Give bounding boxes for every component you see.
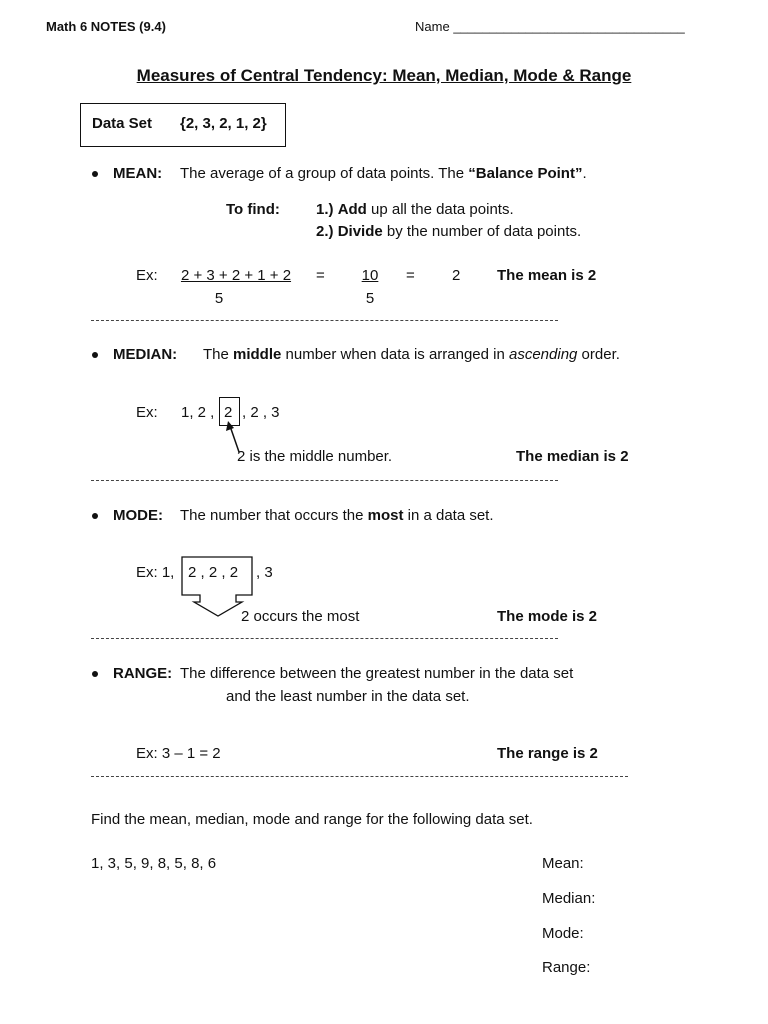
median-middle-value: 2 [224, 404, 233, 421]
divider [91, 638, 558, 639]
mean-count: 5 [365, 290, 375, 307]
name-field[interactable] [415, 19, 685, 34]
median-answer-label: Median: [542, 890, 596, 907]
mode-note: 2 occurs the most [241, 608, 360, 625]
median-seq-end: , 2 , 3 [242, 404, 280, 421]
mode-answer-label: Mode: [542, 925, 584, 942]
to-find-label: To find: [226, 201, 280, 218]
course-label: Math 6 NOTES (9.4) [46, 19, 166, 34]
practice-data-set: 1, 3, 5, 9, 8, 5, 8, 6 [91, 855, 217, 872]
page-title: Measures of Central Tendency: Mean, Median, Mode & Range [136, 66, 632, 85]
mode-answer: The mode is 2 [497, 608, 598, 625]
mean-ex-label: Ex: [136, 267, 158, 284]
median-definition: The middle number when data is arranged in ascending order. [203, 346, 620, 363]
practice-prompt: Find the mean, median, mode and range for the following data set. [91, 811, 533, 828]
mode-term: MODE: [113, 507, 163, 524]
divider [91, 320, 558, 321]
median-seq-start: 1, 2 , [181, 404, 215, 421]
mean-definition: The average of a group of data points. The “Balance Point”. [180, 165, 587, 182]
data-set-label: Data Set [92, 115, 153, 132]
mean-equals-1: = [316, 267, 325, 284]
median-answer: The median is 2 [516, 448, 629, 465]
mode-seq-end: , 3 [256, 564, 273, 581]
bullet-icon [92, 171, 98, 177]
name-label: Name [415, 19, 450, 34]
bullet-icon [92, 513, 98, 519]
mode-seq-boxed: 2 , 2 , 2 [188, 564, 239, 581]
bullet-icon [92, 352, 98, 358]
mean-denominator: 5 [214, 290, 224, 307]
mean-term: MEAN: [113, 165, 163, 182]
mean-sum: 10 [361, 267, 379, 284]
mode-ex-label: Ex: 1, [136, 564, 175, 581]
mode-definition: The number that occurs the most in a data set. [180, 507, 494, 524]
name-blank: ________________________________ [453, 19, 685, 34]
mean-step-1: 1.) Add up all the data points. [316, 201, 514, 218]
range-answer: The range is 2 [497, 745, 598, 762]
divider [91, 776, 628, 777]
range-term: RANGE: [113, 665, 173, 682]
mean-step-2: 2.) Divide by the number of data points. [316, 223, 582, 240]
data-set-values: {2, 3, 2, 1, 2} [180, 115, 267, 132]
range-definition-line-1: The difference between the greatest number in the data set [180, 665, 574, 682]
median-ex-label: Ex: [136, 404, 158, 421]
bullet-icon [92, 671, 98, 677]
mean-answer-label: Mean: [542, 855, 584, 872]
median-note: 2 is the middle number. [237, 448, 393, 465]
range-answer-label: Range: [542, 959, 591, 976]
mean-answer: The mean is 2 [497, 267, 597, 284]
mean-numerator: 2 + 3 + 2 + 1 + 2 [180, 267, 292, 284]
range-definition-line-2: and the least number in the data set. [226, 688, 470, 705]
median-term: MEDIAN: [113, 346, 178, 363]
mean-equals-2: = [406, 267, 415, 284]
range-example: Ex: 3 – 1 = 2 [136, 745, 221, 762]
mean-result: 2 [452, 267, 461, 284]
divider [91, 480, 558, 481]
